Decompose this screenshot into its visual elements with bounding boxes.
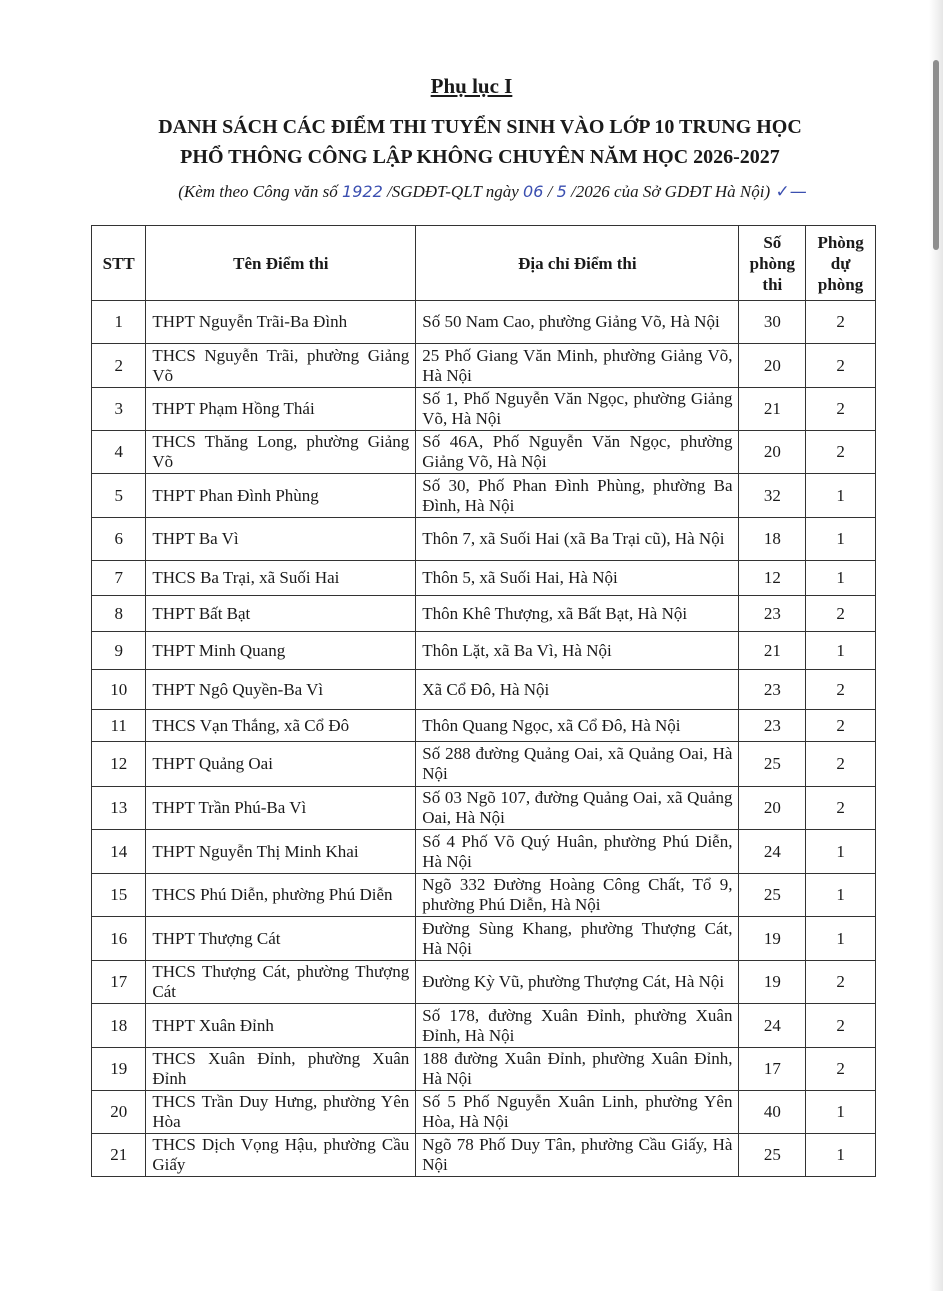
header-stt: STT xyxy=(92,226,146,301)
cell-name: THPT Quảng Oai xyxy=(146,742,416,787)
header-address: Địa chỉ Điểm thi xyxy=(416,226,739,301)
table-row xyxy=(92,830,876,874)
header-reserve xyxy=(806,226,876,301)
cell-address: Số 1, Phố Nguyễn Văn Ngọc, phường Giảng Võ, Hà Nội xyxy=(416,388,739,431)
cell-stt: 14 xyxy=(92,830,146,874)
cell-address: Đường Kỳ Vũ, phường Thượng Cát, Hà Nội xyxy=(416,961,739,1004)
appendix-title: Phụ lục I xyxy=(430,74,513,98)
cell-address: Thôn 7, xã Suối Hai (xã Ba Trại cũ), Hà Nội xyxy=(416,518,739,561)
cell-name: THCS Vạn Thắng, xã Cổ Đô xyxy=(146,710,416,742)
handwritten-month: 5 xyxy=(556,182,567,201)
cell-name: THCS Dịch Vọng Hậu, phường Cầu Giấy xyxy=(146,1134,416,1177)
cell-reserve: 2 xyxy=(806,742,876,787)
cell-reserve: 1 xyxy=(806,518,876,561)
cell-address: 188 đường Xuân Đỉnh, phường Xuân Đỉnh, Hà Nội xyxy=(416,1048,739,1091)
table-row xyxy=(92,1004,876,1048)
table-row xyxy=(92,632,876,670)
cell-rooms: 12 xyxy=(739,561,806,596)
subtitle-text-2: /SGDĐT-QLT ngày xyxy=(382,182,524,201)
cell-address: Thôn Lặt, xã Ba Vì, Hà Nội xyxy=(416,632,739,670)
subtitle-separator: / xyxy=(543,182,557,201)
cell-rooms: 19 xyxy=(739,961,806,1004)
cell-reserve: 1 xyxy=(806,561,876,596)
cell-stt: 12 xyxy=(92,742,146,787)
table-row xyxy=(92,1091,876,1134)
cell-rooms: 21 xyxy=(739,632,806,670)
cell-rooms: 24 xyxy=(739,830,806,874)
table-row xyxy=(92,561,876,596)
cell-stt: 21 xyxy=(92,1134,146,1177)
table-row xyxy=(92,1134,876,1177)
cell-name: THCS Phú Diễn, phường Phú Diễn xyxy=(146,874,416,917)
cell-address: Thôn 5, xã Suối Hai, Hà Nội xyxy=(416,561,739,596)
header-reserve-line-2: dự xyxy=(830,253,851,273)
table-body xyxy=(92,301,876,1177)
table-row xyxy=(92,518,876,561)
cell-rooms: 18 xyxy=(739,518,806,561)
cell-address: Đường Sùng Khang, phường Thượng Cát, Hà Nội xyxy=(416,917,739,961)
cell-rooms: 30 xyxy=(739,301,806,344)
cell-reserve: 1 xyxy=(806,1091,876,1134)
table-row xyxy=(92,431,876,474)
cell-name: THPT Thượng Cát xyxy=(146,917,416,961)
cell-address: Số 03 Ngõ 107, đường Quảng Oai, xã Quảng Oai, Hà Nội xyxy=(416,787,739,830)
cell-reserve: 1 xyxy=(806,632,876,670)
cell-reserve: 2 xyxy=(806,344,876,388)
cell-rooms: 25 xyxy=(739,874,806,917)
handwritten-initial-mark: ✓— xyxy=(770,182,807,202)
cell-name: THPT Nguyễn Trãi-Ba Đình xyxy=(146,301,416,344)
table-row xyxy=(92,917,876,961)
cell-reserve: 2 xyxy=(806,301,876,344)
cell-reserve: 2 xyxy=(806,961,876,1004)
cell-name: THCS Xuân Đỉnh, phường Xuân Đỉnh xyxy=(146,1048,416,1091)
cell-address: Xã Cổ Đô, Hà Nội xyxy=(416,670,739,710)
cell-name: THPT Bất Bạt xyxy=(146,596,416,632)
title-line-1: DANH SÁCH CÁC ĐIỂM THI TUYỂN SINH VÀO LỚP 10 TRUNG HỌC xyxy=(158,116,802,138)
cell-rooms: 21 xyxy=(739,388,806,431)
table-row xyxy=(92,1048,876,1091)
title-line-2: PHỔ THÔNG CÔNG LẬP KHÔNG CHUYÊN NĂM HỌC 2026-2027 xyxy=(180,146,780,168)
cell-address: Ngõ 78 Phố Duy Tân, phường Cầu Giấy, Hà Nội xyxy=(416,1134,739,1177)
handwritten-dispatch-number: 1922 xyxy=(342,182,383,201)
table-row xyxy=(92,596,876,632)
cell-reserve: 2 xyxy=(806,1048,876,1091)
cell-address: Số 50 Nam Cao, phường Giảng Võ, Hà Nội xyxy=(416,301,739,344)
cell-name: THPT Minh Quang xyxy=(146,632,416,670)
table-header-row xyxy=(92,226,876,301)
cell-address: Số 30, Phố Phan Đình Phùng, phường Ba Đình, Hà Nội xyxy=(416,474,739,518)
cell-rooms: 23 xyxy=(739,596,806,632)
cell-rooms: 40 xyxy=(739,1091,806,1134)
cell-reserve: 2 xyxy=(806,710,876,742)
cell-reserve: 1 xyxy=(806,830,876,874)
cell-stt: 11 xyxy=(92,710,146,742)
cell-stt: 13 xyxy=(92,787,146,830)
exam-locations-table xyxy=(91,225,876,1177)
cell-stt: 8 xyxy=(92,596,146,632)
cell-name: THPT Phạm Hồng Thái xyxy=(146,388,416,431)
cell-address: Số 4 Phố Võ Quý Huân, phường Phú Diễn, Hà Nội xyxy=(416,830,739,874)
table-row xyxy=(92,388,876,431)
cell-reserve: 2 xyxy=(806,1004,876,1048)
cell-name: THPT Nguyễn Thị Minh Khai xyxy=(146,830,416,874)
cell-rooms: 23 xyxy=(739,670,806,710)
header-rooms-line-1: Số xyxy=(763,232,782,252)
header-reserve-line-3: phòng xyxy=(817,274,864,294)
cell-reserve: 2 xyxy=(806,787,876,830)
table-row xyxy=(92,474,876,518)
table-row xyxy=(92,710,876,742)
cell-stt: 18 xyxy=(92,1004,146,1048)
cell-stt: 2 xyxy=(92,344,146,388)
handwritten-day: 06 xyxy=(523,182,544,201)
subtitle-text-3: /2026 của Sở GDĐT Hà Nội) xyxy=(566,182,771,201)
cell-rooms: 20 xyxy=(739,431,806,474)
cell-name: THPT Phan Đình Phùng xyxy=(146,474,416,518)
table-row xyxy=(92,670,876,710)
cell-reserve: 2 xyxy=(806,596,876,632)
header-rooms xyxy=(739,226,806,301)
cell-name: THPT Trần Phú-Ba Vì xyxy=(146,787,416,830)
cell-name: THPT Xuân Đỉnh xyxy=(146,1004,416,1048)
header-rooms-line-2: phòng xyxy=(749,253,796,273)
table-row xyxy=(92,787,876,830)
cell-stt: 20 xyxy=(92,1091,146,1134)
cell-rooms: 32 xyxy=(739,474,806,518)
cell-address: 25 Phố Giang Văn Minh, phường Giảng Võ, Hà Nội xyxy=(416,344,739,388)
cell-stt: 17 xyxy=(92,961,146,1004)
table-row xyxy=(92,961,876,1004)
cell-name: THCS Ba Trại, xã Suối Hai xyxy=(146,561,416,596)
cell-rooms: 20 xyxy=(739,344,806,388)
cell-rooms: 24 xyxy=(739,1004,806,1048)
cell-reserve: 2 xyxy=(806,431,876,474)
cell-name: THCS Thượng Cát, phường Thượng Cát xyxy=(146,961,416,1004)
cell-address: Số 46A, Phố Nguyễn Văn Ngọc, phường Giảng Võ, Hà Nội xyxy=(416,431,739,474)
cell-stt: 9 xyxy=(92,632,146,670)
cell-reserve: 1 xyxy=(806,1134,876,1177)
cell-address: Thôn Quang Ngọc, xã Cổ Đô, Hà Nội xyxy=(416,710,739,742)
cell-stt: 5 xyxy=(92,474,146,518)
document-title xyxy=(0,112,943,172)
header-reserve-line-1: Phòng xyxy=(817,232,864,252)
cell-rooms: 17 xyxy=(739,1048,806,1091)
cell-name: THCS Trần Duy Hưng, phường Yên Hòa xyxy=(146,1091,416,1134)
cell-reserve: 2 xyxy=(806,388,876,431)
cell-address: Số 5 Phố Nguyễn Xuân Linh, phường Yên Hòa, Hà Nội xyxy=(416,1091,739,1134)
cell-rooms: 19 xyxy=(739,917,806,961)
cell-stt: 16 xyxy=(92,917,146,961)
cell-name: THPT Ngô Quyền-Ba Vì xyxy=(146,670,416,710)
cell-stt: 10 xyxy=(92,670,146,710)
table-row xyxy=(92,874,876,917)
cell-address: Ngõ 332 Đường Hoàng Công Chất, Tổ 9, phường Phú Diễn, Hà Nội xyxy=(416,874,739,917)
header-name: Tên Điểm thi xyxy=(146,226,416,301)
cell-rooms: 25 xyxy=(739,742,806,787)
cell-stt: 6 xyxy=(92,518,146,561)
cell-stt: 4 xyxy=(92,431,146,474)
cell-address: Số 288 đường Quảng Oai, xã Quảng Oai, Hà Nội xyxy=(416,742,739,787)
cell-stt: 15 xyxy=(92,874,146,917)
cell-address: Thôn Khê Thượng, xã Bất Bạt, Hà Nội xyxy=(416,596,739,632)
cell-stt: 19 xyxy=(92,1048,146,1091)
cell-name: THCS Thăng Long, phường Giảng Võ xyxy=(146,431,416,474)
table-row xyxy=(92,344,876,388)
cell-stt: 7 xyxy=(92,561,146,596)
cell-reserve: 2 xyxy=(806,670,876,710)
header-rooms-line-3: thi xyxy=(762,274,783,294)
document-subtitle xyxy=(0,182,943,202)
cell-reserve: 1 xyxy=(806,474,876,518)
cell-name: THPT Ba Vì xyxy=(146,518,416,561)
cell-name: THCS Nguyễn Trãi, phường Giảng Võ xyxy=(146,344,416,388)
cell-reserve: 1 xyxy=(806,917,876,961)
cell-address: Số 178, đường Xuân Đỉnh, phường Xuân Đỉnh, Hà Nội xyxy=(416,1004,739,1048)
table-row xyxy=(92,301,876,344)
table-row xyxy=(92,742,876,787)
subtitle-text-1: (Kèm theo Công văn số xyxy=(178,182,343,201)
cell-stt: 3 xyxy=(92,388,146,431)
cell-reserve: 1 xyxy=(806,874,876,917)
cell-stt: 1 xyxy=(92,301,146,344)
cell-rooms: 25 xyxy=(739,1134,806,1177)
cell-rooms: 20 xyxy=(739,787,806,830)
cell-rooms: 23 xyxy=(739,710,806,742)
